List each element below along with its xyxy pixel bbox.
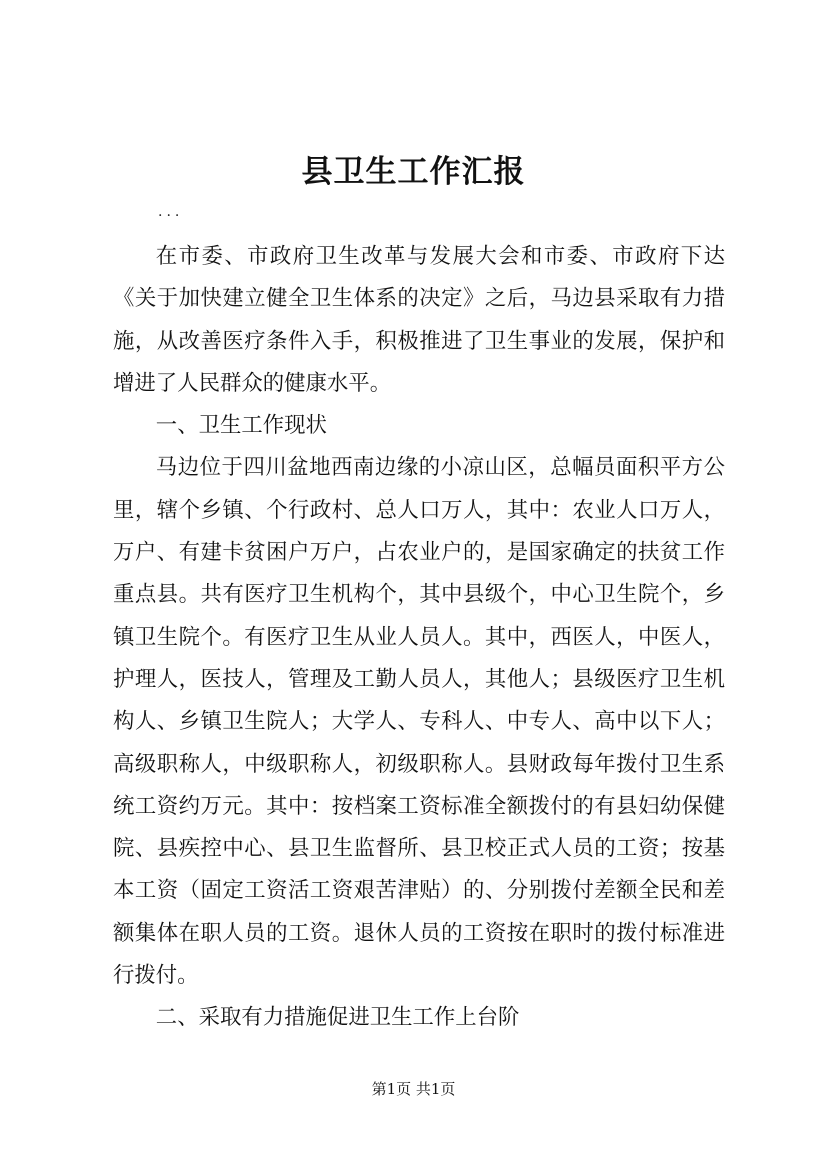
paragraph-intro: 在市委、市政府卫生改革与发展大会和市委、市政府下达《关于加快建立健全卫生体系的决定》之后，马边县采取有力措施，从改善医疗条件入手，积极推进了卫生事业的发展，保护和增进了人民群众的健康水平。	[113, 244, 725, 396]
ellipsis-marker: ...	[158, 204, 184, 220]
document-body	[113, 236, 725, 1040]
section-heading-2: 二、采取有力措施促进卫生工作上台阶	[155, 1005, 520, 1031]
section-heading-1: 一、卫生工作现状	[155, 413, 327, 439]
paragraph-status: 马边位于四川盆地西南边缘的小凉山区，总幅员面积平方公里，辖个乡镇、个行政村、总人口万人，其中：农业人口万人，万户、有建卡贫困户万户，占农业户的，是国家确定的扶贫工作重点县。共有医疗卫生机构个，其中县级个，中心卫生院个，乡镇卫生院个。有医疗卫生从业人员人。其中，西医人，中医人，护理人，医技人，管理及工勤人员人，其他人；县级医疗卫生机构人、乡镇卫生院人；大学人、专科人、中专人、高中以下人；高级职称人，中级职称人，初级职称人。县财政每年拨付卫生系统工资约万元。其中：按档案工资标准全额拨付的有县妇幼保健院、县疾控中心、县卫生监督所、县卫校正式人员的工资；按基本工资（固定工资活工资艰苦津贴）的、分别拨付差额全民和差额集体在职人员的工资。退休人员的工资按在职时的拨付标准进行拨付。	[113, 455, 725, 989]
page-number-footer: 第1页 共1页	[371, 1080, 456, 1098]
document-title: 县卫生工作汇报	[301, 154, 526, 190]
